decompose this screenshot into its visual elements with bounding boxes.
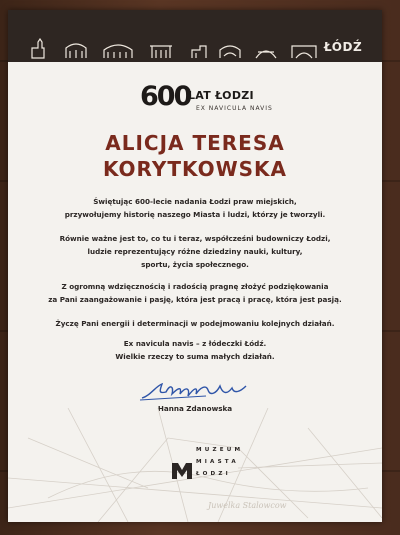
- paragraph-wishes: [32, 317, 358, 330]
- museum-name-line: MUZEUM: [196, 447, 244, 453]
- paragraph-motto: [32, 337, 358, 363]
- text-line: za Pani zaangażowanie i pasję, która jest pracą i pracę, która jest pasją.: [48, 295, 342, 304]
- museum-logo: [172, 447, 252, 483]
- brand-title: LAT ŁODZI: [188, 89, 254, 102]
- text-line: Równie ważne jest to, co tu i teraz, współcześni budowniczy Łodzi,: [59, 234, 331, 243]
- text-line: Ex navicula navis – z łódeczki Łódź.: [123, 339, 267, 348]
- text-line: Życzę Pani energii i determinacji w podejmowaniu kolejnych działań.: [55, 319, 335, 328]
- text-line: sportu, życia społecznego.: [141, 260, 249, 269]
- brand-motto: EX NAVICULA NAVIS: [196, 105, 273, 112]
- museum-name-line: MIASTA: [196, 459, 239, 465]
- text-line: Z ogromną wdzięcznością i radością pragnę złożyć podziękowania: [61, 282, 329, 291]
- text-line: ludzie reprezentujący różne dziedziny nauki, kultury,: [87, 247, 303, 256]
- paragraph-gratitude: [32, 280, 358, 306]
- header-band: [8, 10, 382, 62]
- signer-name: Hanna Zdanowska: [157, 404, 233, 413]
- text-line: przywołujemy historię naszego Miasta i ludzi, którzy je tworzyli.: [64, 210, 326, 219]
- paragraph-present: [32, 232, 358, 271]
- recipient-first-names: ALICJA TERESA: [105, 131, 285, 155]
- museum-name-line: ŁODZI: [196, 471, 231, 477]
- text-line: Świętując 600-lecie nadania Łodzi praw miejskich,: [93, 197, 297, 206]
- 600-lat-lodzi-logo: [140, 81, 290, 117]
- text-line: Wielkie rzeczy to suma małych działań.: [115, 352, 275, 361]
- handwritten-signature: [136, 378, 256, 404]
- certificate: [8, 10, 382, 522]
- svg-text:Juwelka Stalowcow: Juwelka Stalowcow: [208, 501, 287, 510]
- lodz-logo: ŁÓDŹ: [324, 40, 363, 54]
- museum-mark-icon: [172, 461, 192, 479]
- paragraph-anniversary: [32, 195, 358, 221]
- city-landmarks-illustration: [30, 38, 320, 60]
- brand-number: 600: [140, 81, 191, 112]
- recipient-surname: KORYTKOWSKA: [102, 157, 288, 181]
